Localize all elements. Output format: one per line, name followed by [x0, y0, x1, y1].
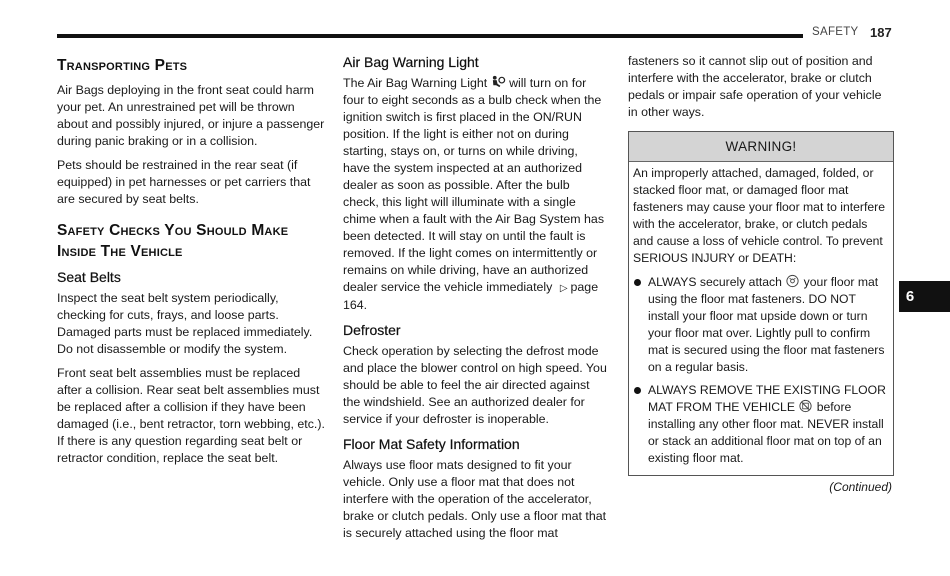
column-right [628, 53, 894, 496]
heading-safety-checks: Safety Checks You Should Make Inside The Vehicle [57, 222, 289, 260]
paragraph-defroster: Check operation by selecting the defrost mode and place the blower control on high speed. You should be able to feel the air directed against the windshield. See an authorized dealer for service if your defroster is inoperable. [343, 344, 607, 426]
continued-note: (Continued) [829, 480, 892, 494]
heading-defroster: Defroster [343, 322, 401, 338]
paragraph-floor-mat-continued: fasteners so it cannot slip out of position and interfere with the accelerator, brake or clutch pedals or impair safe operation of your vehicle in other ways. [628, 54, 882, 119]
warning-intro: An improperly attached, damaged, folded, or stacked floor mat, or damaged floor mat fasteners may cause your floor mat to interfere with the accelerator, brake, or clutch pedals and cause a loss of vehicle control. To prevent SERIOUS INJURY or DEATH: [633, 166, 885, 265]
heading-transporting-pets: Transporting Pets [57, 57, 188, 74]
header-section-title: SAFETY [812, 26, 859, 38]
bullet-icon [634, 387, 641, 394]
air-bag-page-ref[interactable]: page 164. [343, 280, 599, 312]
airbag-warning-icon [491, 75, 506, 89]
warning-body [629, 162, 893, 475]
heading-air-bag-warning-light: Air Bag Warning Light [343, 54, 479, 70]
warning-box [628, 131, 894, 476]
bullet-icon [634, 279, 641, 286]
warning-title: WARNING! [629, 132, 893, 162]
warning-bullet-1 [633, 274, 888, 376]
column-left [57, 53, 325, 474]
xref-arrow-icon: ▷ [559, 283, 568, 294]
header-rule [57, 34, 803, 38]
warning-bullet-2-end: before installing any other floor mat. NEVER install or stack an additional floor mat on top of an existing floor mat. [648, 400, 884, 465]
heading-seat-belts: Seat Belts [57, 269, 121, 285]
warning-bullet-2 [633, 382, 888, 467]
paragraph-transport-2: Pets should be restrained in the rear seat (if equipped) in pet harnesses or pet carriers that are secured by seat belts. [57, 158, 311, 206]
paragraph-floor-mat: Always use floor mats designed to fit your vehicle. Only use a floor mat that does not interfere with the operation of the accelerator, brake or clutch pedals. Only use a floor mat that is securely attached using the floor mat [343, 458, 607, 540]
heading-floor-mat-safety: Floor Mat Safety Information [343, 436, 520, 452]
chapter-tab-number: 6 [905, 288, 915, 305]
paragraph-seat-belts-2: Front seat belt assemblies must be replaced after a collision. Rear seat belt assemblies must be replaced after a collision if they have been damaged (i.e., bent retractor, torn webbing, etc.). If there is any question regarding seat belt or retractor condition, replace the seat belt. [57, 366, 325, 465]
paragraph-seat-belts-1: Inspect the seat belt system periodically, checking for cuts, frays, and loose parts. Damaged parts must be replaced immediately. Do not disassemble or modify the system. [57, 291, 313, 356]
page-number: 187 [870, 25, 892, 40]
paragraph-air-bag [343, 75, 608, 314]
warning-bullet-1-start: ALWAYS securely attach [648, 275, 782, 289]
paragraph-transport-1: Air Bags deploying in the front seat could harm your pet. An unrestrained pet will be thrown about and possibly injured, or injure a passenger during panic braking or in a collision. [57, 83, 325, 148]
air-bag-text-start: The Air Bag Warning Light [343, 76, 488, 90]
warning-bullet-1-end: your floor mat using the floor mat fasteners. DO NOT install your floor mat upside down or turn your floor mat over. Lightly pull to confirm mat is secured using the floor mat fasteners on a regular basis. [648, 275, 885, 374]
floor-mat-attach-icon [785, 274, 800, 288]
air-bag-text-end: will turn on for four to eight seconds as a bulb check when the ignition switch is first placed in the ON/RUN position. If the light is either not on during starting, stays on, or turns on while driving, have the system inspected at an authorized dealer as soon as possible. After the bulb check, this light will illuminate with a single chime when a fault with the Air Bag System has been detected. It will stay on until the fault is removed. If the light comes on intermittently or remains on while driving, have an authorized dealer service the vehicle immediately [343, 76, 605, 294]
column-middle [343, 53, 608, 549]
warning-bullet-2-start: ALWAYS REMOVE THE EXISTING FLOOR MAT FROM THE VEHICLE [648, 383, 886, 414]
warning-list [633, 274, 888, 467]
floor-mat-remove-icon [798, 399, 813, 413]
